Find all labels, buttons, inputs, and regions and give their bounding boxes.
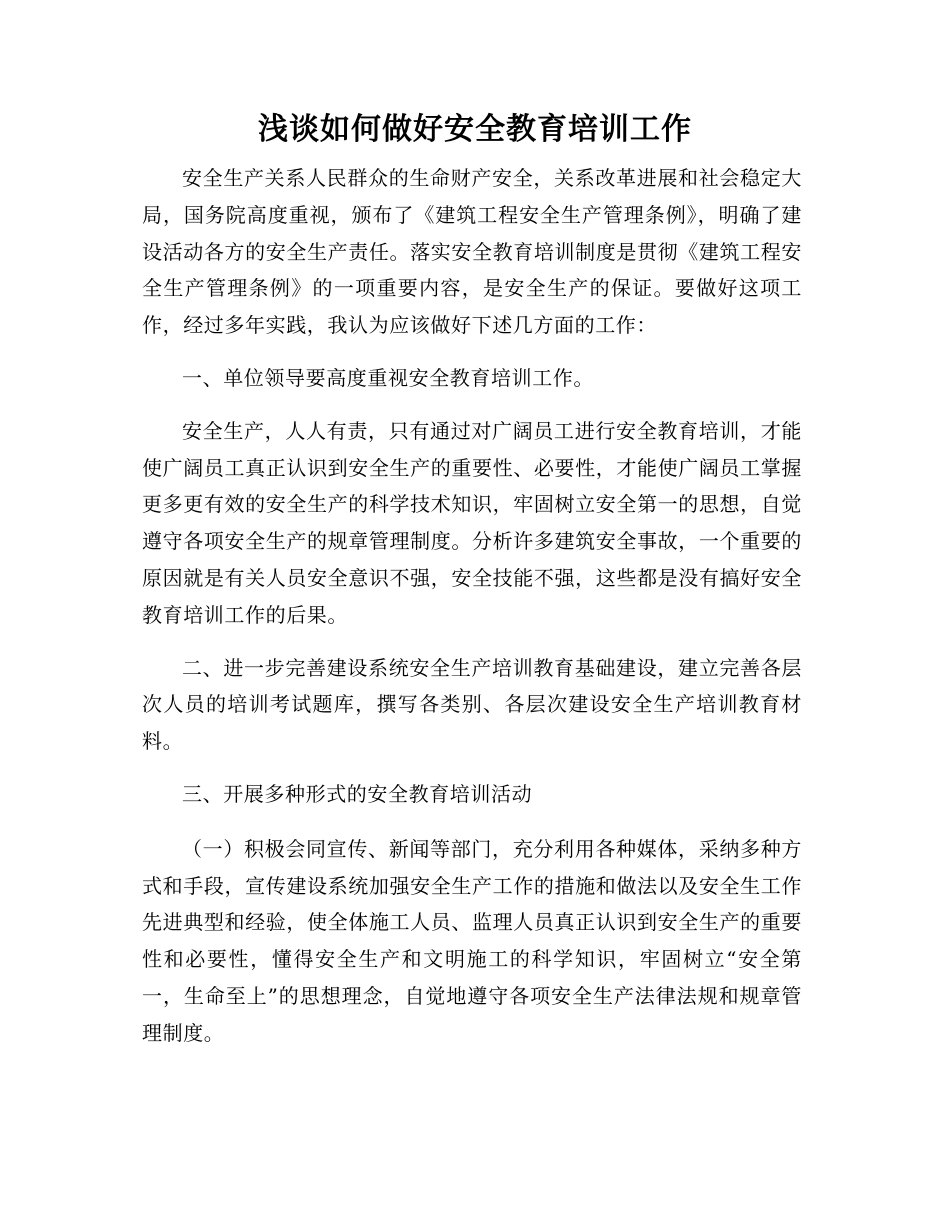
paragraph-section-one-heading: 一、单位领导要高度重视安全教育培训工作。 <box>182 365 594 390</box>
paragraph-section-two: 二、进一步完善建设系统安全生产培训教育基础建设，建立完善各层次人员的培训考试题库，撰写各类别、各层次建设安全生产培训教育材料。 <box>142 655 802 754</box>
paragraph-section-three-heading: 三、开展多种形式的安全教育培训活动 <box>182 781 533 806</box>
paragraph-section-three-item-one: （一）积极会同宣传、新闻等部门，充分利用各种媒体，采纳多种方式和手段，宣传建设系统加强安全生产工作的措施和做法以及安全生工作先进典型和经验，使全体施工人员、监理人员真正认识到安全生产的重要性和必要性，懂得安全生产和文明施工的科学知识，牢固树立“安全第一，生命至上”的思想理念，自觉地遵守各项安全生产法律法规和规章管理制度。 <box>142 836 802 1045</box>
paragraph-section-one-body: 安全生产，人人有责，只有通过对广阔员工进行安全教育培训，才能使广阔员工真正认识到安全生产的重要性、必要性，才能使广阔员工掌握更多更有效的安全生产的科学技术知识，牢固树立安全第一的思想，自觉遵守各项安全生产的规章管理制度。分析许多建筑安全事故，一个重要的原因就是有关人员安全意识不强，安全技能不强，这些都是没有搞好安全教育培训工作的后果。 <box>142 418 802 627</box>
document-body <box>142 160 802 1052</box>
paragraph-intro: 安全生产关系人民群众的生命财产安全，关系改革进展和社会稳定大局，国务院高度重视，颁布了《建筑工程安全生产管理条例》，明确了建设活动各方的安全生产责任。落实安全教育培训制度是贯彻《建筑工程安全生产管理条例》的一项重要内容，是安全生产的保证。要做好这项工作，经过多年实践，我认为应该做好下述几方面的工作： <box>142 166 802 338</box>
document-title: 浅谈如何做好安全教育培训工作 <box>258 112 692 147</box>
